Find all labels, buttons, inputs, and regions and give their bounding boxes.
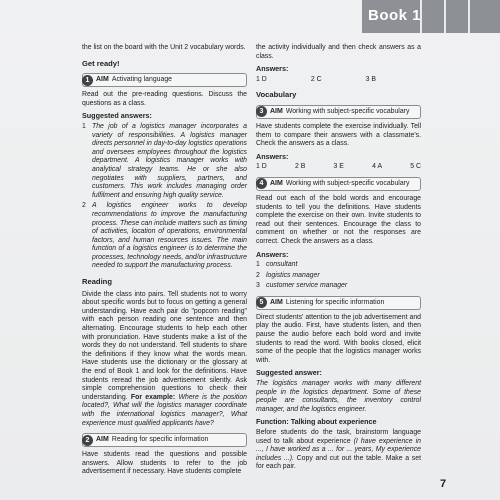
right-column	[256, 44, 421, 476]
answer-item: 3 E	[333, 163, 344, 171]
function-text-c: Copy and cut out the table. Make a set for each pair.	[256, 454, 422, 471]
answers-list	[256, 261, 421, 291]
item-text: logistics manager	[266, 271, 320, 279]
suggested-answer-text: The logistics manager works with many different people in the logistics department. Some of these people are consultants, the inventory control manager, and the logistics engineer.	[256, 380, 421, 413]
function-text-a: Before students do the task, brainstorm language used to talk about experience	[256, 429, 421, 445]
answer-item: 5 C	[410, 163, 421, 171]
answers-label: Answers:	[256, 249, 289, 259]
reading-heading: Reading	[82, 277, 112, 287]
answer-item: 3 B	[365, 75, 376, 83]
item-number: 1	[82, 122, 86, 130]
answers-row	[256, 76, 376, 85]
aim5-text: Direct students' attention to the job advertisement and play the audio. First, have students listen, and then pause the audio before each bold word and invite students to read the word. With books closed, elicit some of the people that the logistics manager works with.	[256, 313, 421, 364]
aim-number: 2	[82, 435, 93, 446]
item-text: consultant	[266, 261, 298, 269]
page-number: 7	[440, 478, 447, 490]
aim1-text: Read out the pre-reading questions. Discuss the questions as a class.	[82, 91, 247, 107]
item-text: The job of a logistics manager incorporates a variety of responsibilities. A logistics manager directs personnel in day-to-day logistics operations and oversees employees throughout the logistics department. A logistics manager works with analytical strategy teams. He or she also negotiates with suppliers, partners, and customers. This work includes managing order fulfilment and ensuring high quality service.	[92, 122, 247, 199]
aim-number: 4	[256, 178, 267, 189]
right-intro: the activity individually and then check answers as a class.	[256, 44, 421, 60]
aim4-text: Read out each of the bold words and encourage students to tell you the definitions. Have students complete the exercise on their own. Invite students to read out their sentences. Encourage the class to comment on whether or not the responses are correct. Check the answers as a class.	[256, 194, 421, 245]
item-text: customer service manager	[266, 282, 348, 290]
vocabulary-heading: Vocabulary	[256, 90, 297, 100]
aim-number: 3	[256, 106, 267, 117]
aim-title: Activating language	[111, 75, 172, 83]
answer-item: 2 B	[294, 163, 306, 171]
aim-label: AIM	[270, 179, 283, 187]
reading-text	[82, 291, 247, 429]
aim-title: Working with subject-specific vocabulary	[285, 179, 410, 187]
list-item	[82, 202, 247, 271]
book-label: Book 1	[368, 7, 422, 24]
header-stripe	[468, 0, 470, 33]
example-label: For example:	[130, 393, 176, 401]
answers-label: Answers:	[256, 151, 289, 161]
aim-box-3	[256, 105, 421, 119]
answer-item: 4 A	[372, 163, 383, 171]
item-text: A logistics engineer works to develop recommendations to improve the manufacturing process. These can include matters such as timing of activities, location of operations, environmental factors, and human resources issues. The main function of a logistics engineer is to determine the processes, technology needs, and/or infrastructure needed to support the manufacturing process.	[92, 202, 247, 270]
get-ready-heading: Get ready!	[82, 58, 120, 68]
item-number: 2	[82, 202, 86, 210]
reading-body: Divide the class into pairs. Tell students not to worry about specific words but to focus on getting a general understanding. Have each pair do "popcorn reading" with each person reading one sentence and then alternating. Encourage students to help each other with pronunciation. Have students make a list of the words they do not understand. Tell students to share the definitions if they know what the words mean. Have students use the dictionary or the glossary at the end of Book 1 and look for the definitions. Have students reread the job advertisement silently. Ask simple comprehension questions to check their understanding.	[82, 290, 247, 401]
list-item	[256, 282, 421, 291]
aim-number: 5	[256, 297, 267, 308]
answer-item: 2 C	[310, 75, 322, 83]
aim-title: Reading for specific information	[111, 435, 209, 443]
item-number: 2	[256, 271, 260, 279]
aim-box-2	[82, 433, 247, 447]
left-column	[82, 44, 247, 481]
answers-label: Answers:	[256, 64, 289, 74]
answer-item: 1 D	[256, 75, 267, 83]
list-item	[82, 123, 247, 200]
suggested-answers-list	[82, 123, 247, 271]
suggested-answers-label: Suggested answers:	[82, 111, 152, 121]
example-text: Where is the position located?, What will the logistics manager coordinate with the international logistics manager?, What experience must qualified applicants have?	[82, 393, 248, 427]
aim-box-4	[256, 177, 421, 191]
aim2-text: Have students read the questions and possible answers. Allow students to refer to the job advertisement if necessary. Have students complete	[82, 451, 247, 476]
answers-row	[256, 163, 421, 172]
aim-box-5	[256, 296, 421, 310]
aim-box-1	[82, 73, 247, 87]
answer-item: 1 D	[256, 163, 267, 171]
aim-label: AIM	[96, 435, 109, 443]
header-stripe	[444, 0, 446, 33]
list-item	[256, 261, 421, 270]
item-number: 1	[256, 261, 260, 269]
aim-label: AIM	[96, 75, 109, 83]
function-text-b: (I have experience in ..., I have worked as a ... for ... years, My experience includes ...).	[256, 437, 421, 462]
item-number: 3	[256, 282, 260, 290]
function-heading: Function: Talking about experience	[256, 417, 377, 427]
aim-number: 1	[82, 75, 93, 86]
aim-title: Listening for specific information	[285, 298, 385, 306]
list-item	[256, 272, 421, 281]
aim-title: Working with subject-specific vocabulary	[285, 107, 410, 115]
left-intro: the list on the board with the Unit 2 vocabulary words.	[82, 44, 246, 51]
aim-label: AIM	[270, 107, 283, 115]
aim-label: AIM	[270, 298, 283, 306]
function-text	[256, 429, 421, 472]
aim3-text: Have students complete the exercise individually. Tell them to compare their answers with a classmate's. Check the answers as a class.	[256, 122, 421, 148]
suggested-answer-label: Suggested answer:	[256, 368, 322, 378]
